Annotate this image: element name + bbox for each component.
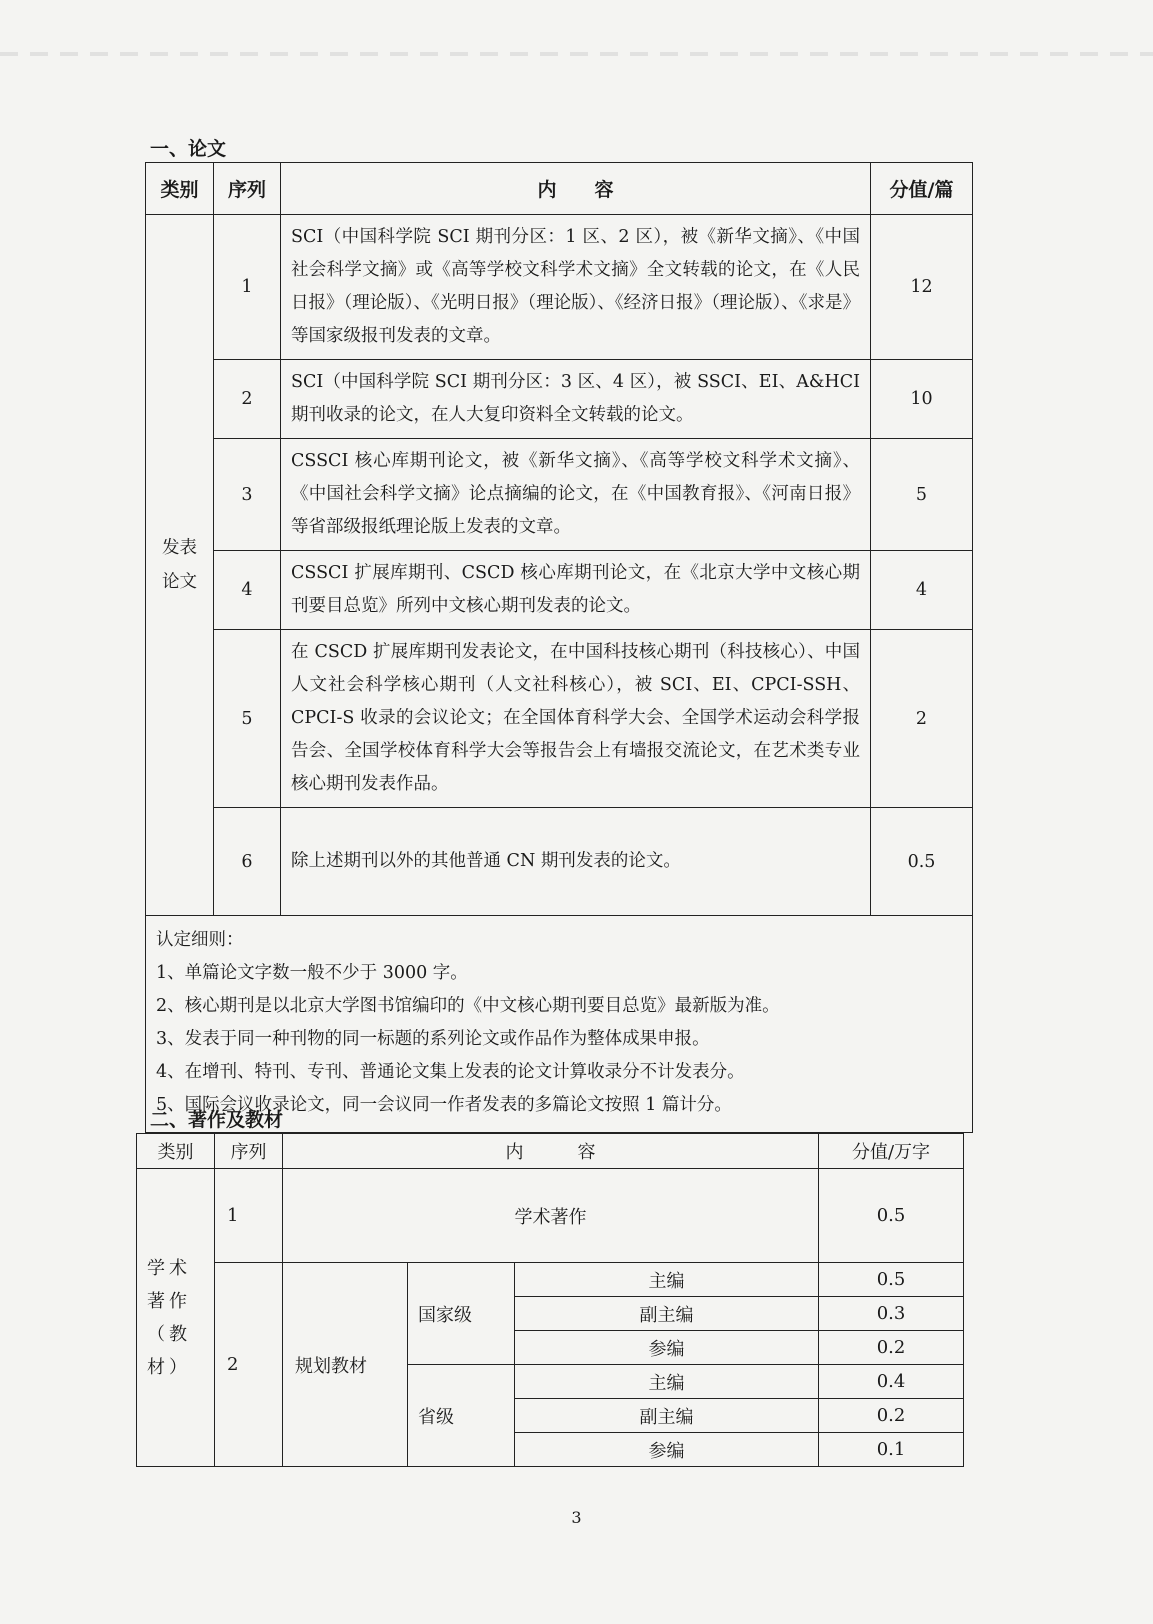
header-content: 内 容 (281, 163, 871, 215)
score-cell: 10 (871, 360, 973, 439)
section1-heading: 一、论文 (150, 138, 227, 160)
seq-cell: 1 (214, 215, 281, 360)
rule-item: 1、单篇论文字数一般不少于 3000 字。 (156, 963, 468, 983)
score-cell: 0.4 (819, 1365, 964, 1399)
rule-item: 3、发表于同一种刊物的同一标题的系列论文或作品作为整体成果申报。 (156, 1029, 710, 1049)
seq-cell: 3 (214, 439, 281, 551)
table-row (146, 808, 973, 916)
score-cell: 12 (871, 215, 973, 360)
table-row (146, 630, 973, 808)
category-label: 发表论文 (162, 538, 197, 592)
table-row (146, 360, 973, 439)
table-row (146, 215, 973, 360)
level-cell: 国家级 (408, 1263, 515, 1365)
section2-heading: 二、著作及教材 (150, 1109, 284, 1131)
seq-cell: 4 (214, 551, 281, 630)
seq-cell: 2 (215, 1263, 283, 1467)
papers-table (145, 162, 973, 1133)
page-number: 3 (571, 1508, 582, 1527)
rule-item: 4、在增刊、特刊、专刊、普通论文集上发表的论文计算收录分不计发表分。 (156, 1062, 745, 1082)
score-cell: 0.2 (819, 1399, 964, 1433)
table-row (146, 551, 973, 630)
header-seq: 序列 (214, 163, 281, 215)
content-cell: SCI（中国科学院 SCI 期刊分区：3 区、4 区），被 SSCI、EI、A&HCI 期刊收录的论文，在人大复印资料全文转载的论文。 (281, 360, 871, 439)
level-cell: 省级 (408, 1365, 515, 1467)
seq-cell: 5 (214, 630, 281, 808)
role-cell: 副主编 (515, 1297, 819, 1331)
score-cell: 0.5 (819, 1263, 964, 1297)
books-header-row (137, 1134, 964, 1169)
header-score: 分值/万字 (819, 1134, 964, 1169)
category-cell (137, 1169, 215, 1467)
header-category: 类别 (137, 1134, 215, 1169)
content-cell: CSSCI 扩展库期刊、CSCD 核心库期刊论文，在《北京大学中文核心期刊要目总览》所列中文核心期刊发表的论文。 (281, 551, 871, 630)
seq-cell: 1 (215, 1169, 283, 1263)
rules-title: 认定细则： (156, 930, 244, 950)
header-category: 类别 (146, 163, 214, 215)
content-cell: 在 CSCD 扩展库期刊发表论文，在中国科技核心期刊（科技核心）、中国人文社会科学核心期刊（人文社科核心），被 SCI、EI、CPCI-SSH、CPCI-S 收录的会议论文；在全国体育科学大会、全国学术运动会科学报告会、全国学校体育科学大会等报告会上有墙报交流论文，在艺术类专业核心期刊发表作品。 (281, 630, 871, 808)
role-cell: 主编 (515, 1263, 819, 1297)
category-cell (146, 215, 214, 916)
role-cell: 主编 (515, 1365, 819, 1399)
score-cell: 4 (871, 551, 973, 630)
score-cell: 0.3 (819, 1297, 964, 1331)
content-cell: 学术著作 (283, 1169, 819, 1263)
scan-edge-artifact (0, 52, 1153, 56)
score-cell: 2 (871, 630, 973, 808)
rule-item: 2、核心期刊是以北京大学图书馆编印的《中文核心期刊要目总览》最新版为准。 (156, 996, 780, 1016)
header-seq: 序列 (215, 1134, 283, 1169)
papers-header-row (146, 163, 973, 215)
content-cell: CSSCI 核心库期刊论文，被《新华文摘》、《高等学校文科学术文摘》、《中国社会科学文摘》论点摘编的论文，在《中国教育报》、《河南日报》等省部级报纸理论版上发表的文章。 (281, 439, 871, 551)
rules-row (146, 916, 973, 1133)
table-row (146, 439, 973, 551)
books-table (136, 1133, 964, 1467)
header-content: 内 容 (283, 1134, 819, 1169)
content-cell: 除上述期刊以外的其他普通 CN 期刊发表的论文。 (281, 808, 871, 916)
rules-cell (146, 916, 973, 1133)
category-label: 学术著作（教材） (147, 1257, 191, 1378)
score-cell: 0.1 (819, 1433, 964, 1467)
score-cell: 5 (871, 439, 973, 551)
content-cell: 规划教材 (283, 1263, 408, 1467)
score-cell: 0.5 (871, 808, 973, 916)
role-cell: 副主编 (515, 1399, 819, 1433)
role-cell: 参编 (515, 1433, 819, 1467)
seq-cell: 6 (214, 808, 281, 916)
score-cell: 0.5 (819, 1169, 964, 1263)
score-cell: 0.2 (819, 1331, 964, 1365)
seq-cell: 2 (214, 360, 281, 439)
header-score: 分值/篇 (871, 163, 973, 215)
rule-item: 5、国际会议收录论文，同一会议同一作者发表的多篇论文按照 1 篇计分。 (156, 1095, 732, 1115)
table-row (137, 1263, 964, 1297)
table-row (137, 1169, 964, 1263)
role-cell: 参编 (515, 1331, 819, 1365)
content-cell: SCI（中国科学院 SCI 期刊分区：1 区、2 区），被《新华文摘》、《中国社会科学文摘》或《高等学校文科学术文摘》全文转载的论文，在《人民日报》（理论版）、《光明日报》（理论版）、《经济日报》（理论版）、《求是》等国家级报刊发表的文章。 (281, 215, 871, 360)
